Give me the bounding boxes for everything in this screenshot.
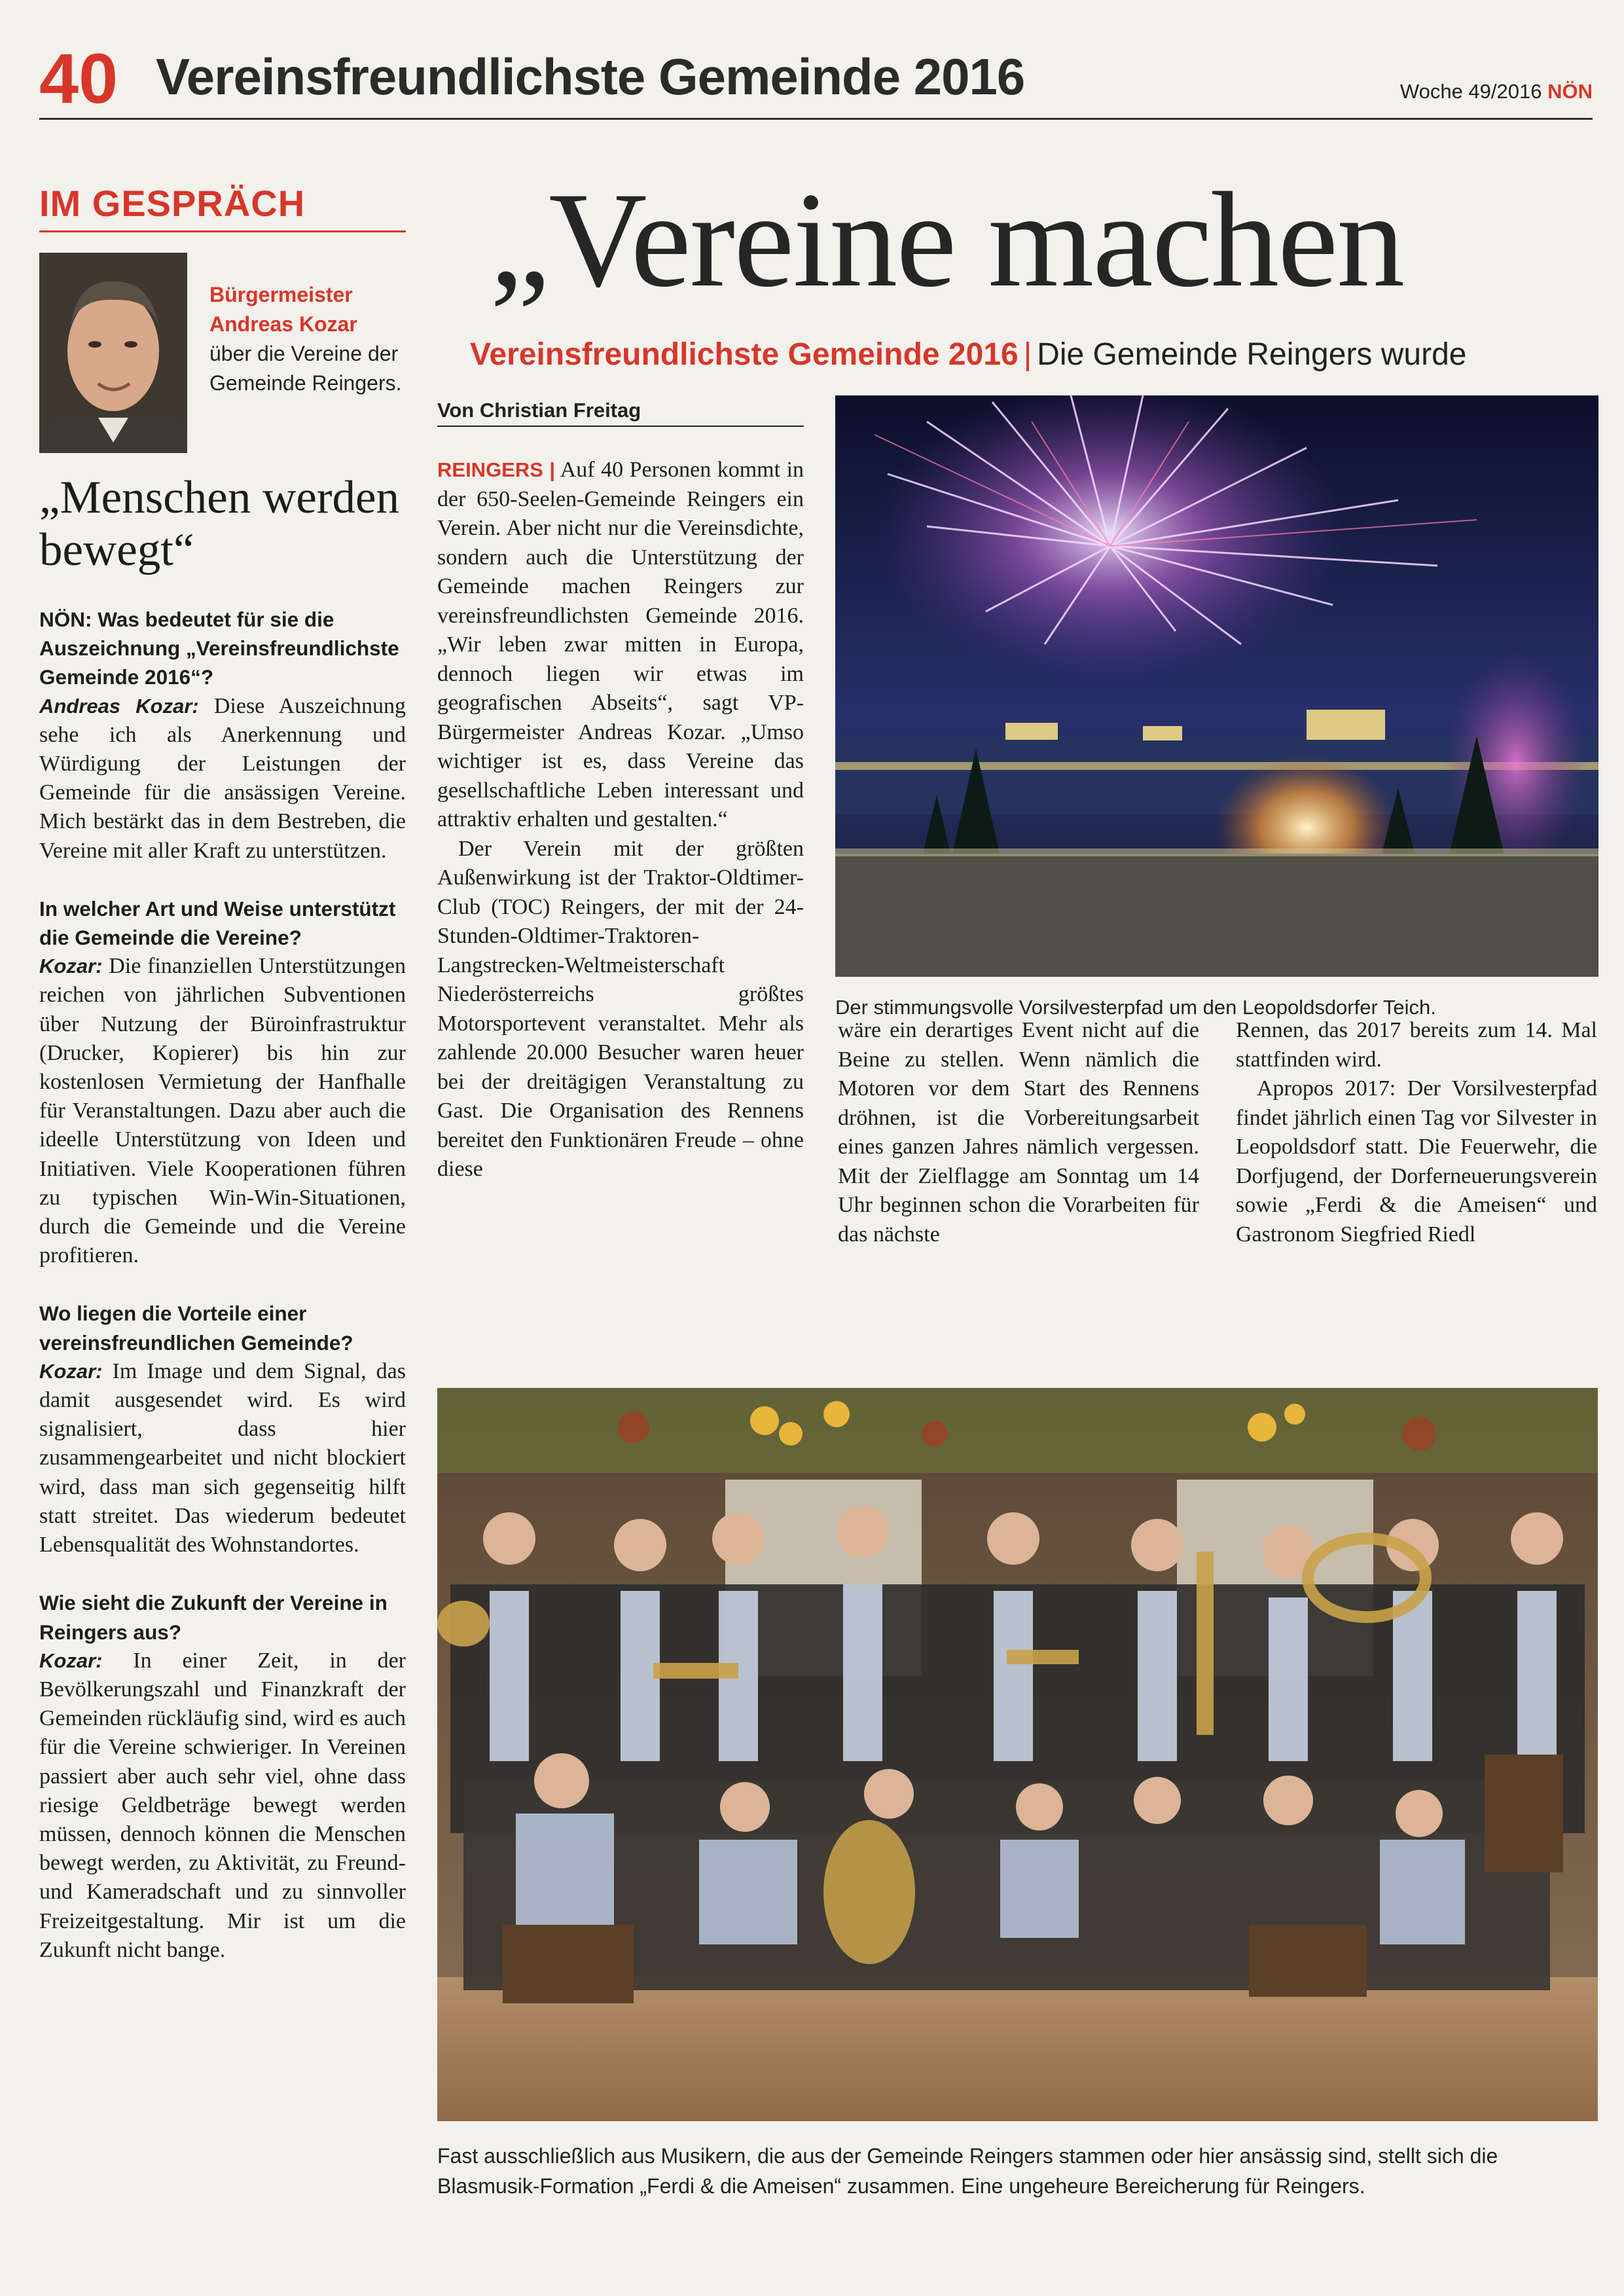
article-paragraph: Rennen, das 2017 bereits zum 14. Mal stattfinden wird.	[1236, 1018, 1597, 1072]
interview-answer-2	[39, 952, 406, 1270]
byline-divider	[437, 426, 804, 427]
answer-speaker: Andreas Kozar:	[39, 694, 199, 718]
answer-speaker: Kozar:	[39, 1649, 103, 1672]
answer-text: In einer Zeit, in der Bevölkerungszahl und Finanzkraft der Gemeinden rückläufig sind, wird es auch für die Vereine schwieriger. In Vereinen passiert aber auch sehr viel, ohne dass riesige Geldbeträge bewegt werden müssen, dennoch können die Menschen bewegt werden, zu Aktivität, zu Freund- und Kameradschaft und zu sinnvoller Freizeitgestaltung. Mir ist um die Zukunft nicht bange.	[39, 1648, 406, 1962]
answer-text: Die finanziellen Unterstützungen reichen von jährlichen Subventionen über Nutzung der Büroinfrastruktur (Drucker, Kopierer) bis hin zur kostenlosen Vermietung der Hanfhalle für Veranstaltungen. Dazu aber auch die ideelle Unterstützung von Ideen und Initiativen. Viele Kooperationen führen zu typischen Win-Win-Situationen, durch die Gemeinde und die Vereine profitieren.	[39, 954, 406, 1268]
interview-answer-4	[39, 1647, 406, 1965]
fireworks-caption: Der stimmungsvolle Vorsilvesterpfad um den Leopoldsdorfer Teich.	[835, 996, 1436, 1019]
section-title: Vereinsfreundlichste Gemeinde 2016	[156, 48, 1025, 105]
article-column-3	[1236, 1016, 1597, 1249]
dateline: REINGERS	[437, 458, 543, 481]
subline-separator: |	[1023, 337, 1032, 372]
article-column-1	[437, 456, 804, 1184]
issue-week: Woche 49/2016	[1399, 80, 1542, 103]
answer-text: Diese Auszeichnung sehe ich als Anerkennung und Würdigung der Leistungen der Gemeinde für die ansässigen Vereine. Mich bestärkt das in dem Bestreben, die Vereine mit aller Kraft zu unterstützen.	[39, 693, 406, 863]
interview-headline: „Menschen werden bewegt“	[39, 472, 400, 575]
issue-info	[1400, 81, 1593, 101]
article-paragraph: wäre ein derartiges Event nicht auf die Beine zu stellen. Wenn nämlich die Motoren vor dem Start des Rennens dröhnen, ist die Vorbereitungsarbeit eines ganzen Jahres nämlich vergessen. Mit der Zielflagge am Sonntag um 14 Uhr beginnen schon die Vorarbeiten für das nächste	[838, 1018, 1199, 1247]
interview-question-3: Wo liegen die Vorteile einer vereinsfreundlichen Gemeinde?	[39, 1302, 353, 1355]
interviewee-description: über die Vereine der Gemeinde Reingers.	[209, 342, 402, 395]
interview-question-1: NÖN: Was bedeutet für sie die Auszeichnung „Vereinsfreundlichste Gemeinde 2016“?	[39, 608, 399, 689]
brand-logo: NÖN	[1547, 80, 1593, 103]
interviewee-title: Bürgermeister	[209, 283, 353, 306]
article-paragraph: Der Verein mit der größten Außenwirkung ist der Traktor-Oldtimer-Club (TOC) Reingers, der mit der 24-Stunden-Oldtimer-Traktoren-Langstrecken-Weltmeisterschaft Niederösterreichs größtes Motorsportevent veranstaltet. Mehr als zahlende 20.000 Besucher waren heuer bei der dreitägigen Veranstaltung zu Gast. Die Organisation des Rennens bereitet den Funktionären Freude – ohne diese	[437, 836, 804, 1181]
interview-kicker: IM GESPRÄCH	[39, 183, 306, 224]
kicker-divider	[39, 230, 406, 232]
subline-text: Die Gemeinde Reingers wurde	[1037, 337, 1467, 372]
band-group-photo	[437, 1388, 1598, 2121]
paragraph-text: Auf 40 Personen kommt in der 650-Seelen-Gemeinde Reingers ein Verein. Aber nicht nur die Vereinsdichte, sondern auch die Unterstützung der Gemeinde machen Reingers zur vereinsfreundlichsten Gemeinde 2016. „Wir leben zwar mitten in Europa, dennoch liegen wir etwas im geografischen Abseits“, sagt VP-Bürgermeister Andreas Kozar. „Umso wichtiger ist es, dass Vereine das gesellschaftliche Leben interessant und attraktiv erhalten und gestalten.“	[437, 458, 804, 831]
interviewee-name: Andreas Kozar	[209, 312, 357, 336]
article-paragraph: Apropos 2017: Der Vorsilvesterpfad findet jährlich einen Tag vor Silvester in Leopoldsdorf statt. Die Feuerwehr, die Dorfjugend, der Dorferneuerungsverein sowie „Ferdi & die Ameisen“ und Gastronom Siegfried Riedl	[1236, 1076, 1597, 1247]
fireworks-photo	[835, 395, 1598, 977]
interviewee-info	[209, 280, 406, 398]
article-headline: „Vereine machen	[490, 164, 1404, 315]
article-subline	[470, 339, 1467, 371]
band-caption: Fast ausschließlich aus Musikern, die aus der Gemeinde Reingers stammen oder hier ansässig sind, stellt sich die Blasmusik-Formation „Ferdi & die Ameisen“ zusammen. Eine ungeheure Bereicherung für Reingers.	[437, 2144, 1498, 2198]
dateline-separator: |	[549, 458, 556, 481]
byline: Von Christian Freitag	[437, 399, 641, 422]
article-paragraph	[437, 456, 804, 835]
interview-body	[39, 605, 406, 1994]
interview-answer-3	[39, 1357, 406, 1559]
answer-speaker: Kozar:	[39, 1359, 103, 1383]
answer-speaker: Kozar:	[39, 955, 103, 978]
header-divider	[39, 118, 1593, 120]
interview-question-4: Wie sieht die Zukunft der Vereine in Reingers aus?	[39, 1591, 388, 1644]
page-number: 40	[39, 39, 118, 118]
interview-question-2: In welcher Art und Weise unterstützt die Gemeinde die Vereine?	[39, 896, 396, 950]
article-column-2	[838, 1016, 1199, 1249]
answer-text: Im Image und dem Signal, das damit ausgesendet wird. Es wird signalisiert, dass hier zusammengearbeitet und nicht blockiert wird, dass man sich gegenseitig hilft statt streitet. Das wiederum bedeutet Lebensqualität des Wohnstandortes.	[39, 1358, 406, 1558]
portrait-photo	[39, 253, 187, 453]
subline-topic: Vereinsfreundlichste Gemeinde 2016	[470, 337, 1019, 372]
interview-answer-1	[39, 692, 406, 866]
